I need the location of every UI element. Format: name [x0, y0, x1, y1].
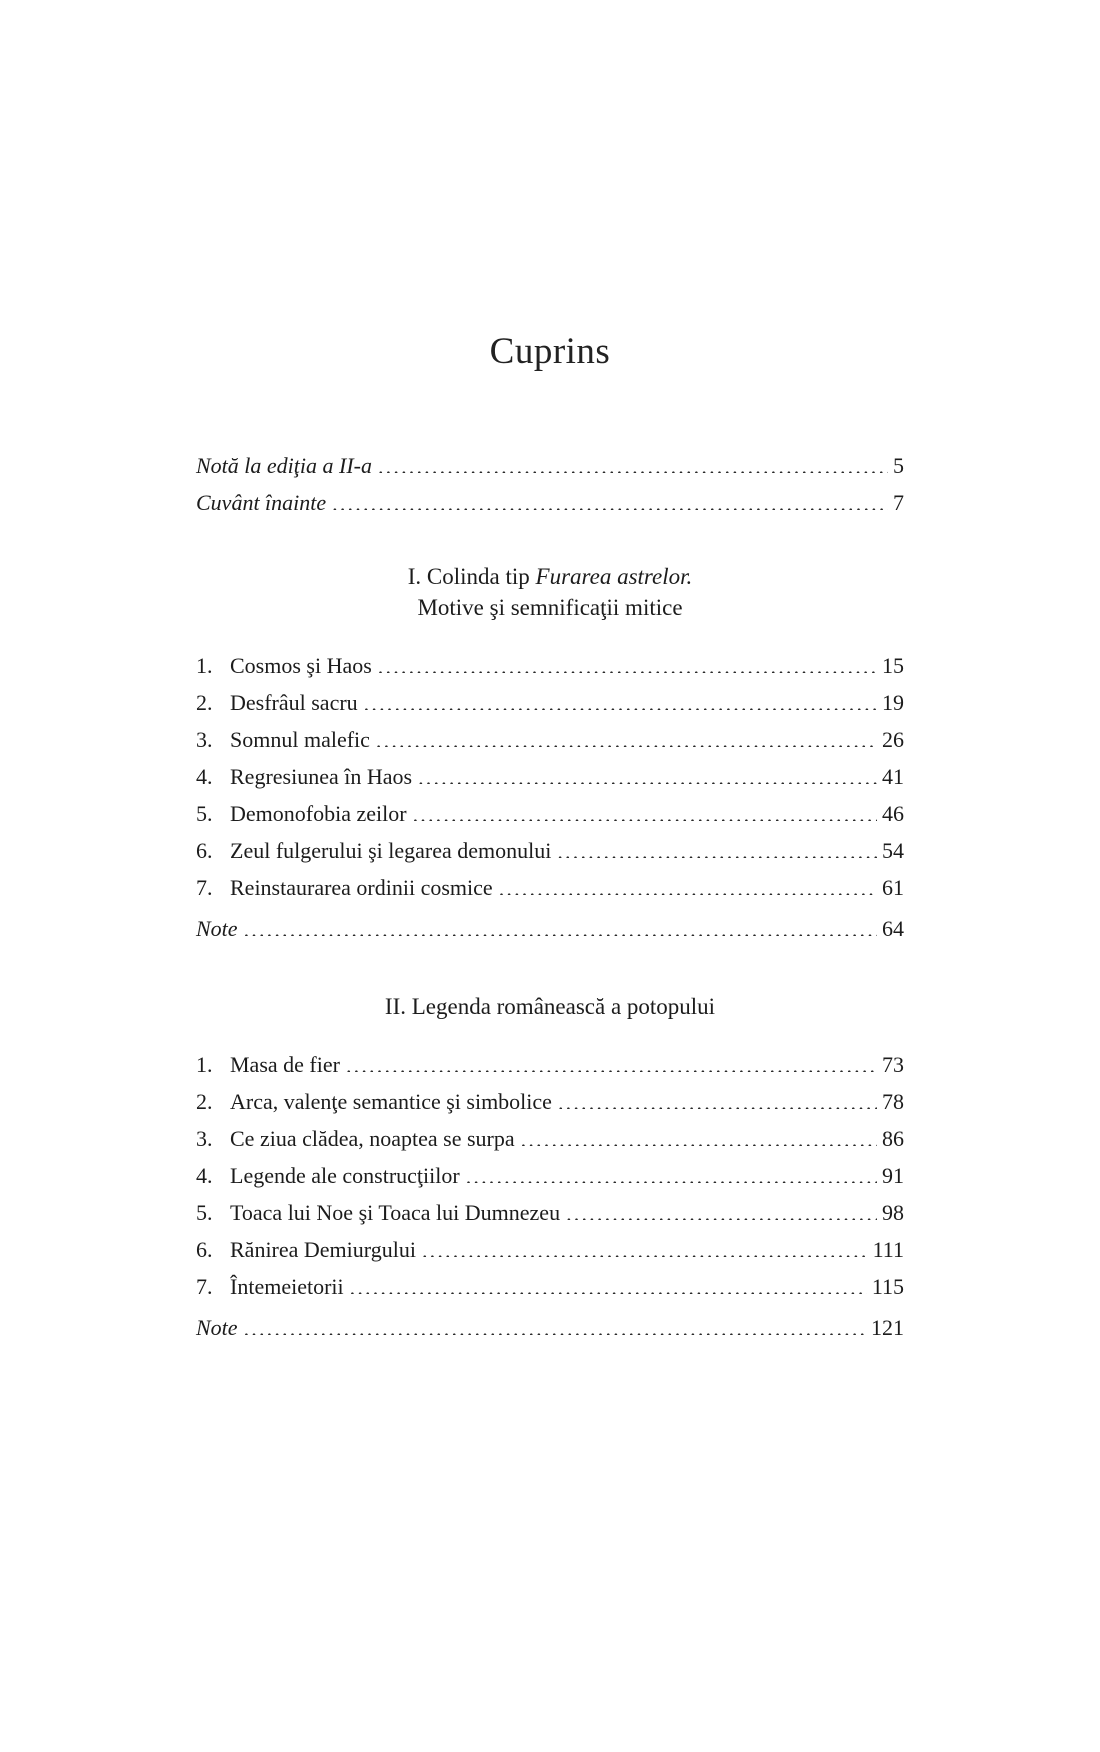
toc-entry: [196, 764, 904, 789]
note-entry: [196, 1315, 904, 1340]
section-heading-text: II. Legenda românească a potopului: [384, 994, 716, 1019]
entry-number: 5.: [196, 801, 213, 826]
section-items: [196, 653, 904, 941]
dot-leader: [332, 491, 888, 510]
entry-page: 15: [882, 653, 904, 678]
entry-page: 54: [882, 838, 904, 863]
toc-entry: [196, 1274, 904, 1299]
dot-leader: [557, 839, 877, 858]
entry-page: 41: [882, 764, 904, 789]
entry-page: 26: [882, 727, 904, 752]
entry-number: 6.: [196, 1237, 213, 1262]
toc-entry: [196, 1089, 904, 1114]
entry-label: Arca, valenţe semantice şi simbolice: [230, 1089, 552, 1114]
entry-label: Toaca lui Noe şi Toaca lui Dumnezeu: [230, 1200, 561, 1225]
entry-label: Note: [196, 1315, 238, 1340]
dot-leader: [466, 1164, 877, 1183]
entry-label: Masa de fier: [230, 1052, 340, 1077]
dot-leader: [350, 1275, 867, 1294]
entry-label: Somnul malefic: [230, 727, 370, 752]
toc-entry: [196, 653, 904, 678]
entry-number: 4.: [196, 764, 213, 789]
entry-label: Cosmos şi Haos: [230, 653, 372, 678]
toc-entry: [196, 801, 904, 826]
entry-page: 86: [882, 1126, 904, 1151]
entry-label: Demonofobia zeilor: [230, 801, 407, 826]
dot-leader: [499, 876, 877, 895]
entry-label: Note: [196, 916, 238, 941]
entry-number: 6.: [196, 838, 213, 863]
entry-page: 7: [893, 490, 904, 515]
section-heading: [196, 561, 904, 623]
dot-leader: [244, 1316, 866, 1335]
entry-number: 7.: [196, 875, 213, 900]
entry-label: Legende ale construcţiilor: [230, 1163, 460, 1188]
entry-label: Regresiunea în Haos: [230, 764, 413, 789]
entry-label: Notă la ediţia a II-a: [196, 453, 372, 478]
entry-number: 2.: [196, 690, 213, 715]
entry-page: 111: [872, 1237, 904, 1262]
entry-page: 91: [882, 1163, 904, 1188]
entry-page: 61: [882, 875, 904, 900]
front-matter: [196, 453, 904, 515]
note-entry: [196, 916, 904, 941]
entry-page: 78: [882, 1089, 904, 1114]
entry-number: 7.: [196, 1274, 213, 1299]
page-title: Cuprins: [489, 331, 611, 372]
entry-number: 2.: [196, 1089, 213, 1114]
dot-leader: [558, 1090, 877, 1109]
entry-page: 115: [871, 1274, 904, 1299]
entry-page: 46: [882, 801, 904, 826]
section-2: [196, 991, 904, 1340]
entry-page: 64: [882, 916, 904, 941]
toc-entry: [196, 875, 904, 900]
toc-entry: [196, 453, 904, 478]
dot-leader: [364, 691, 877, 710]
dot-leader: [521, 1127, 877, 1146]
toc-entry: [196, 690, 904, 715]
dot-leader: [346, 1053, 877, 1072]
entry-number: 1.: [196, 653, 213, 678]
entry-number: 5.: [196, 1200, 213, 1225]
section-heading-line2: Motive şi semnificaţii mitice: [417, 595, 683, 620]
section-heading-text: I. Colinda tip: [407, 564, 536, 589]
dot-leader: [244, 917, 877, 936]
dot-leader: [413, 802, 877, 821]
entry-label: Cuvânt înainte: [196, 490, 327, 515]
entry-page: 5: [893, 453, 904, 478]
dot-leader: [418, 765, 877, 784]
entry-label: Desfrâul sacru: [230, 690, 358, 715]
entry-number: 1.: [196, 1052, 213, 1077]
toc-entry: [196, 1126, 904, 1151]
entry-label: Ce ziua clădea, noaptea se surpa: [230, 1126, 515, 1151]
section-heading-italic: Furarea astrelor.: [535, 564, 693, 589]
entry-label: Întemeietorii: [230, 1274, 344, 1299]
dot-leader: [378, 454, 888, 473]
entry-page: 73: [882, 1052, 904, 1077]
toc-entry: [196, 1052, 904, 1077]
dot-leader: [422, 1238, 868, 1257]
section-heading-line1: [196, 561, 904, 592]
entry-number: 4.: [196, 1163, 213, 1188]
section-1: [196, 561, 904, 941]
entry-page: 19: [882, 690, 904, 715]
entry-page: 121: [871, 1315, 904, 1340]
entry-page: 98: [882, 1200, 904, 1225]
dot-leader: [378, 654, 877, 673]
toc-entry: [196, 727, 904, 752]
toc-entry: [196, 490, 904, 515]
entry-number: 3.: [196, 1126, 213, 1151]
section-heading-line1: [196, 991, 904, 1022]
toc-entry: [196, 1163, 904, 1188]
dot-leader: [566, 1201, 877, 1220]
section-heading: [196, 991, 904, 1022]
entry-label: Rănirea Demiurgului: [230, 1237, 416, 1262]
dot-leader: [376, 728, 877, 747]
toc-entry: [196, 838, 904, 863]
entry-label: Reinstaurarea ordinii cosmice: [230, 875, 493, 900]
section-items: [196, 1052, 904, 1340]
entry-number: 3.: [196, 727, 213, 752]
toc-entry: [196, 1200, 904, 1225]
toc-page: [196, 330, 904, 1340]
entry-label: Zeul fulgerului şi legarea demonului: [230, 838, 552, 863]
toc-entry: [196, 1237, 904, 1262]
